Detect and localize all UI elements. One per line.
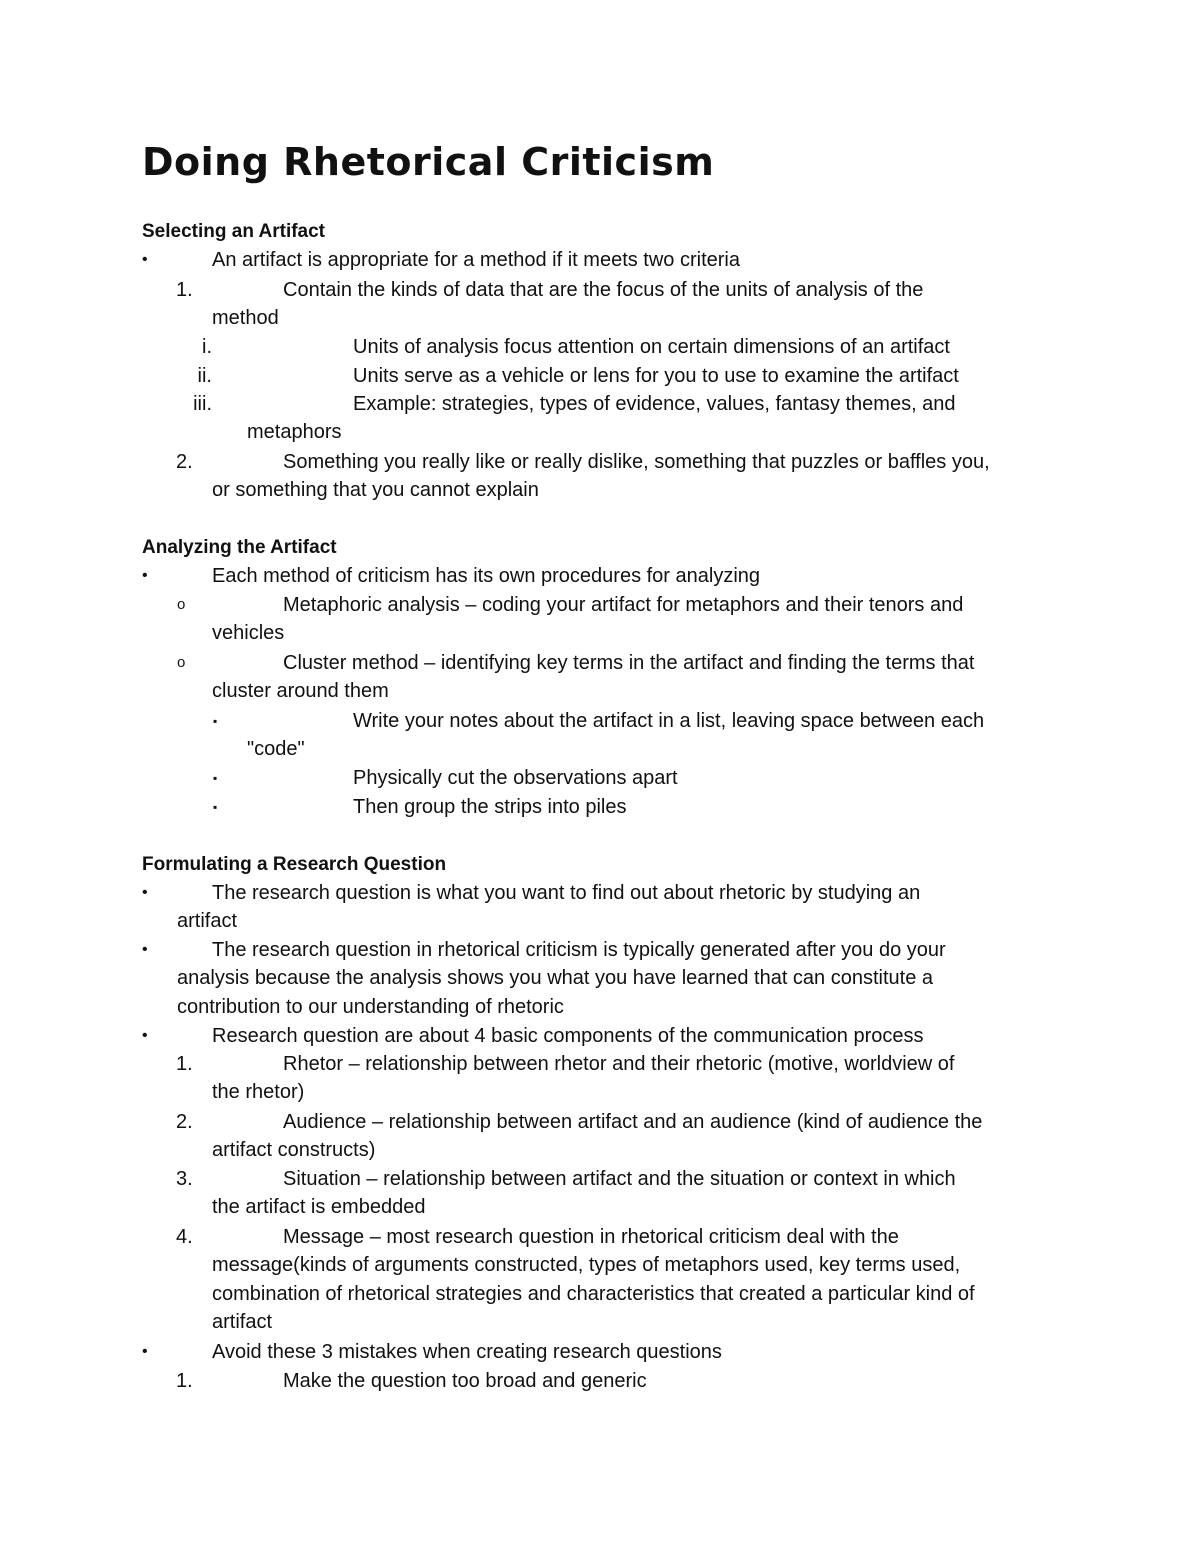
bullet-marker: • — [142, 567, 148, 584]
list-item: Rhetor – relationship between rhetor and their rhetoric (motive, worldview of — [283, 1053, 955, 1075]
list-item-continuation: cluster around them — [212, 680, 389, 702]
circle-bullet-marker: o — [177, 596, 186, 613]
square-bullet-marker: ▪ — [213, 800, 218, 814]
list-item: Situation – relationship between artifact and the situation or context in which — [283, 1168, 956, 1190]
list-item: An artifact is appropriate for a method if it meets two criteria — [212, 249, 740, 271]
list-item-continuation: analysis because the analysis shows you what you have learned that can constitute a — [177, 967, 934, 989]
roman-marker: i. — [202, 336, 212, 358]
section-heading: Selecting an Artifact — [142, 221, 326, 242]
circle-bullet-marker: o — [177, 654, 186, 671]
list-item-continuation: combination of rhetorical strategies and characteristics that created a particular kind of — [212, 1283, 975, 1305]
number-marker: 3. — [176, 1168, 193, 1190]
number-marker: 2. — [176, 451, 193, 473]
bullet-marker: • — [142, 251, 148, 268]
list-item: Research question are about 4 basic components of the communication process — [212, 1025, 924, 1047]
number-marker: 1. — [176, 1370, 193, 1392]
bullet-marker: • — [142, 1343, 148, 1360]
list-item: Avoid these 3 mistakes when creating research questions — [212, 1341, 722, 1363]
number-marker: 2. — [176, 1111, 193, 1133]
list-item: Make the question too broad and generic — [283, 1370, 647, 1392]
document-title: Doing Rhetorical Criticism — [142, 140, 715, 184]
list-item-continuation: the rhetor) — [212, 1081, 305, 1103]
bullet-marker: • — [142, 941, 148, 958]
list-item: Physically cut the observations apart — [353, 767, 678, 789]
list-item-continuation: method — [212, 307, 279, 329]
list-item-continuation: contribution to our understanding of rhetoric — [177, 996, 564, 1018]
number-marker: 4. — [176, 1226, 193, 1248]
roman-marker: ii. — [197, 365, 212, 387]
roman-marker: iii. — [193, 393, 212, 415]
list-item: Message – most research question in rhetorical criticism deal with the — [283, 1226, 899, 1248]
section-heading: Analyzing the Artifact — [142, 537, 337, 558]
section-heading: Formulating a Research Question — [142, 854, 447, 875]
number-marker: 1. — [176, 279, 193, 301]
list-item: The research question is what you want to find out about rhetoric by studying an — [212, 882, 921, 904]
list-item: Example: strategies, types of evidence, values, fantasy themes, and — [353, 393, 956, 415]
list-item: Metaphoric analysis – coding your artifact for metaphors and their tenors and — [283, 594, 964, 616]
bullet-marker: • — [142, 884, 148, 901]
list-item-continuation: message(kinds of arguments constructed, types of metaphors used, key terms used, — [212, 1254, 961, 1276]
list-item: Cluster method – identifying key terms in the artifact and finding the terms that — [283, 652, 975, 674]
list-item: Then group the strips into piles — [353, 796, 627, 818]
list-item: Units serve as a vehicle or lens for you to use to examine the artifact — [353, 365, 959, 387]
list-item: Something you really like or really dislike, something that puzzles or baffles you, — [283, 451, 990, 473]
list-item-continuation: artifact — [177, 910, 238, 932]
list-item-continuation: vehicles — [212, 622, 285, 644]
list-item: Contain the kinds of data that are the focus of the units of analysis of the — [283, 279, 924, 301]
list-item: Audience – relationship between artifact and an audience (kind of audience the — [283, 1111, 983, 1133]
list-item-continuation: artifact constructs) — [212, 1139, 376, 1161]
list-item-continuation: or something that you cannot explain — [212, 479, 539, 501]
square-bullet-marker: ▪ — [213, 714, 218, 728]
list-item: Write your notes about the artifact in a list, leaving space between each — [353, 710, 985, 732]
list-item: Each method of criticism has its own procedures for analyzing — [212, 565, 761, 587]
list-item: The research question in rhetorical criticism is typically generated after you do your — [212, 939, 946, 961]
list-item: Units of analysis focus attention on certain dimensions of an artifact — [353, 336, 950, 358]
list-item-continuation: artifact — [212, 1311, 273, 1333]
list-item-continuation: metaphors — [247, 421, 342, 443]
square-bullet-marker: ▪ — [213, 771, 218, 785]
list-item-continuation: "code" — [247, 738, 305, 760]
bullet-marker: • — [142, 1027, 148, 1044]
number-marker: 1. — [176, 1053, 193, 1075]
list-item-continuation: the artifact is embedded — [212, 1196, 426, 1218]
